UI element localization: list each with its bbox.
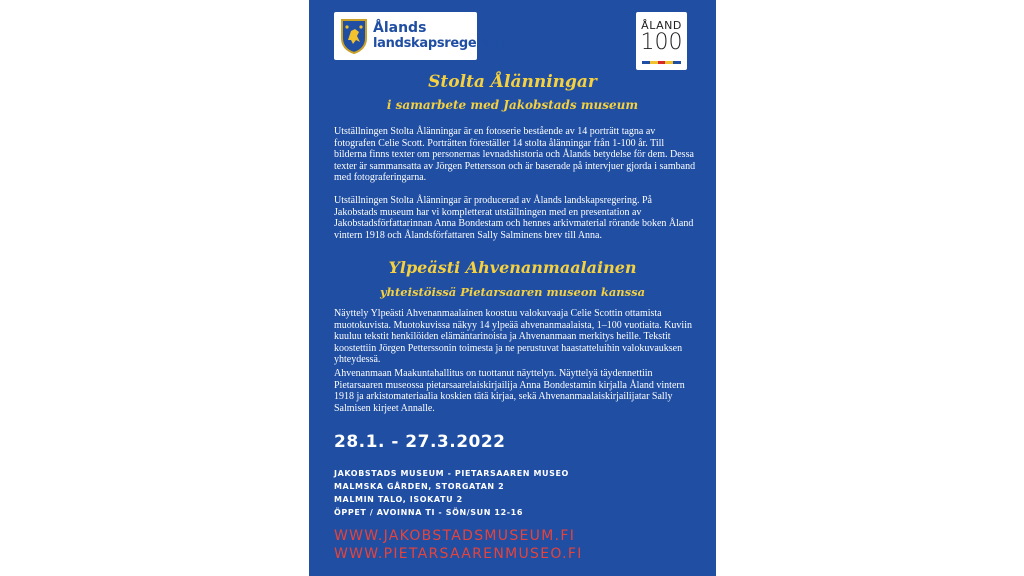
alands-landskapsregering-logo <box>334 12 505 60</box>
subtitle-swedish: i samarbete med Jakobstads museum <box>386 98 639 112</box>
title-swedish: Stolta Ålänningar <box>428 72 597 92</box>
paragraph-finnish-2: Ahvenanmaan Maakuntahallitus on tuottanut näyttelyn. Näyttelyä täydennettiin Pietarsaaren museossa pietarsaarelaiskirjailija Anna Bondestamin kirjalla Åland vintern 1918 ja arkistomateriaalia koskien tätä kirjaa, sekä Ahvenanmaalaiskirjailijatar Sally Salmisen kirjeet Annalle. <box>334 368 685 414</box>
paragraph-finnish-1: Näyttely Ylpeästi Ahvenanmaalainen koostuu valokuvaaja Celie Scottin ottamista muotokuvista. Muotokuvissa näkyy 14 ylpeää ahvenanmaalaista, 1–100 vuotiaita. Kuviin kuuluu tekstit henkilöiden elämäntarinoista ja Ahvenanmaan merkitys heille. Tekstit koostettiin Jörgen Petterssonin toimesta ja ne perustuvat haastatteluihin valokuvauksen yhteydessä. <box>334 308 692 365</box>
coat-of-arms-icon <box>340 18 368 54</box>
address-street-swedish: MALMSKA GÅRDEN, STORGATAN 2 <box>334 482 505 491</box>
address-museum-name: JAKOBSTADS MUSEUM - PIETARSAAREN MUSEO <box>334 469 569 478</box>
opening-hours: ÖPPET / AVOINNA TI - SÖN/SUN 12-16 <box>334 508 524 517</box>
logo-text-alands: Ålands <box>373 20 427 36</box>
address-street-finnish: MALMIN TALO, ISOKATU 2 <box>334 495 463 504</box>
website-link-jakobstadsmuseum[interactable]: WWW.JAKOBSTADSMUSEUM.FI <box>334 528 576 544</box>
logo-text-aland: ÅLAND <box>641 19 682 32</box>
website-link-pietarsaarenmuseo[interactable]: WWW.PIETARSAARENMUSEO.FI <box>334 546 583 562</box>
exhibition-poster <box>309 0 716 576</box>
logo-text-100: 100 <box>640 30 683 55</box>
exhibition-dates: 28.1. - 27.3.2022 <box>334 432 506 452</box>
subtitle-finnish: yhteistöissä Pietarsaaren museon kanssa <box>379 285 646 299</box>
title-finnish: Ylpeästi Ahvenanmaalainen <box>388 258 637 277</box>
paragraph-swedish-2: Utställningen Stolta Ålänningar är producerad av Ålands landskapsregering. På Jakobstads museum har vi kompletterat utställningen med en presentation av Jakobstadsförfattarinnan Anna Bondestam och hennes arkivmaterial rörande boken Åland vintern 1918 och Ålandsförfattaren Sally Salminens brev till Anna. <box>334 195 694 241</box>
flag-stripe-icon <box>642 61 681 64</box>
paragraph-swedish-1: Utställningen Stolta Ålänningar är en fotoserie bestående av 14 porträtt tagna av fotografen Celie Scott. Porträtten föreställer 14 stolta ålänningar från 1-100 år. Till bilderna finns texter om personernas levnadshistoria och Ålands betydelse för dem. Dessa texter är sammansatta av Jörgen Pettersson och är baserade på intervjuer gjorda i samband med fotograferingarna. <box>334 126 696 183</box>
aland-100-logo <box>636 12 687 70</box>
logo-text-landskapsregering: landskapsregering <box>373 36 505 51</box>
